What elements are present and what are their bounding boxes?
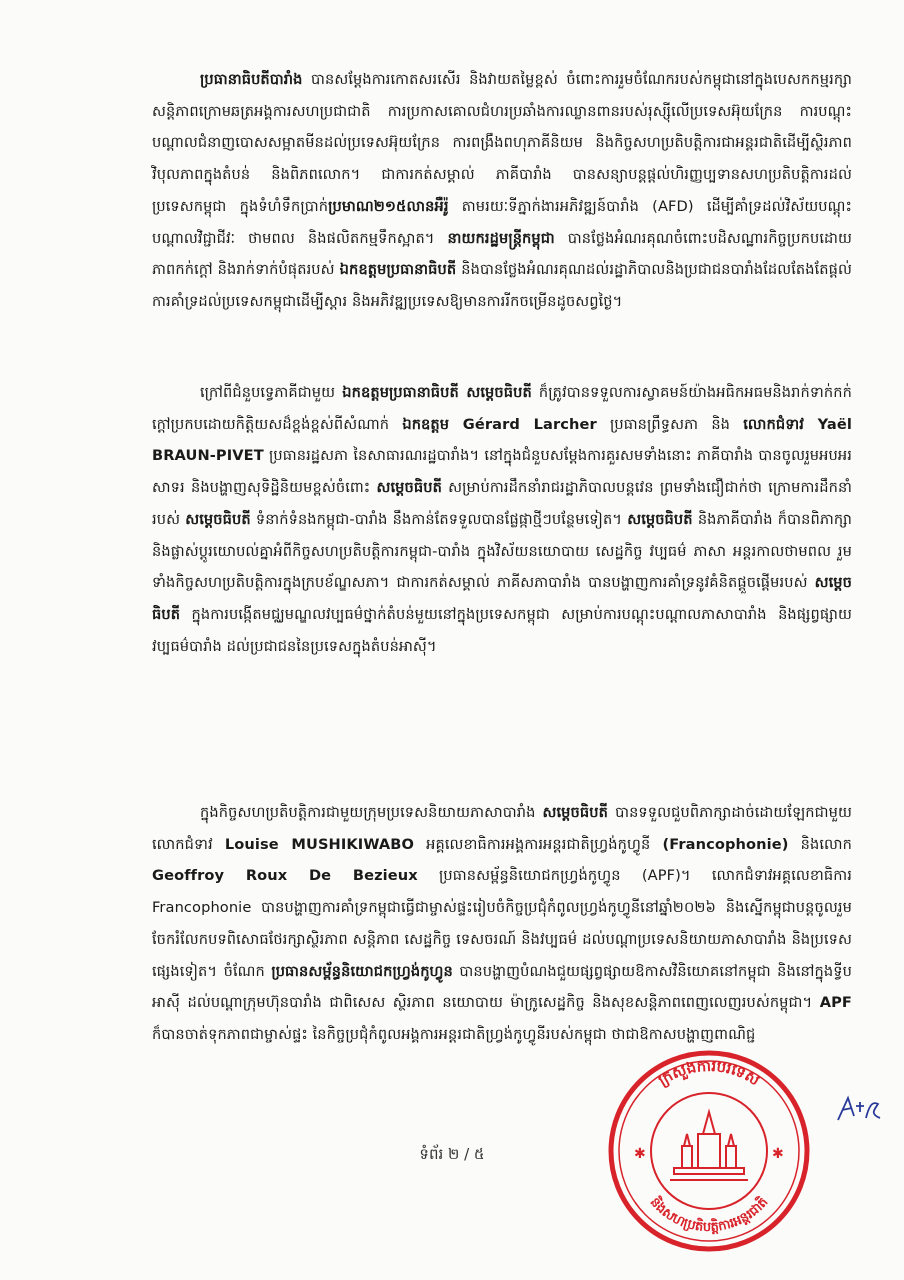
bold-text-segment: សម្តេចធិបតី — [185, 510, 251, 528]
bold-text-segment: សម្តេចធិបតី — [376, 479, 442, 497]
text-segment: ក៏បានចាត់ទុកភាពជាម្ចាស់ផ្ទះ នៃកិច្ចប្រជុំកំពូលអង្គការអន្តរជាតិហ្វ្រង់កូហ្វូនីរបស់កម្ពុជា ថាជាឱកាសបង្ហាញពាណិជ្ជ — [152, 1025, 756, 1043]
text-segment: និងបានថ្លែងអំណរគុណដល់រដ្ឋាភិបាលនិងប្រជាជនបារាំងដែលតែងតែផ្តល់ការគាំទ្រដល់ប្រទេសកម្ពុជាដើម្បីស្តារ និងអភិវឌ្ឍប្រទេសឱ្យមានការរីកចម្រើនដូចសព្វថ្ងៃ។ — [152, 261, 852, 310]
bold-text-segment: Louise MUSHIKIWABO — [224, 835, 415, 853]
bold-text-segment: ឯកឧត្តម Gérard Larcher — [402, 415, 597, 433]
text-segment: ទំនាក់ទំនងកម្ពុជា-បារាំង នឹងកាន់តែទទួលបានផ្លែផ្កាថ្មីៗបន្ថែមទៀត។ — [250, 510, 628, 528]
bold-text-segment: ឯកឧត្តមប្រធានាធិបតី សម្តេចធិបតី — [342, 384, 532, 401]
text-segment: សម្រាប់ការដឹកនាំរាជរដ្ឋាភិបាលបន្តវេន ព្រមទាំងជឿជាក់ថា ក្រោមការដឹកនាំរបស់ — [152, 479, 852, 528]
seal-top-text: ក្រសួងការបរទេស — [654, 1056, 764, 1090]
svg-text:✱: ✱ — [772, 1146, 784, 1162]
bold-text-segment: សម្តេចធិបតី — [542, 804, 608, 821]
handwritten-signature — [834, 1092, 884, 1126]
bold-text-segment: ប្រធានាធិបតីបារាំង — [200, 71, 303, 88]
text-segment: បានសម្តែងការកោតសរសើរ និងវាយតម្លៃខ្ពស់ ចំពោះការរួមចំណែករបស់កម្ពុជានៅក្នុងបេសកកម្មរក្សាសន្តិភាពក្រោមឆត្រអង្គការសហប្រជាជាតិ ការប្រកាសគោលជំហរប្រឆាំងការឈ្លានពានរបស់រុស្ស៊ីលើប្រទេសអ៊ុយក្រែន ការបណ្តុះបណ្តាលជំនាញបោសសម្អាតមីនដល់ប្រទេសអ៊ុយក្រែន ការពង្រឹងពហុភាគីនិយម និងកិច្ចសហប្រតិបត្តិការជាអន្តរជាតិដើម្បីស្ថិរភាព វិបុលភាពក្នុងតំបន់ និងពិភពលោក។ ជាការកត់សម្គាល់ ភាគីបារាំង បានសន្យាបន្តផ្តល់ហិរញ្ញប្បទានសហប្រតិបត្តិការដល់ប្រទេសកម្ពុជា ក្នុងទំហំទឹកប្រាក់ — [152, 71, 852, 215]
paragraph-1 — [152, 64, 852, 318]
bold-text-segment: លោកជំទាវ Yaël BRAUN-PIVET — [152, 415, 852, 465]
bold-text-segment: APF — [819, 994, 852, 1012]
bold-text-segment: ឯកឧត្តមប្រធានាធិបតី — [339, 261, 457, 279]
bold-text-segment: នាយករដ្ឋមន្ត្រីកម្ពុជា — [447, 229, 555, 247]
text-segment: និងភាគីបារាំង ក៏បានពិភាក្សា និងផ្លាស់ប្តូរយោបល់គ្នាអំពីកិច្ចសហប្រតិបត្តិការកម្ពុជា-បារាំង ក្នុងវិស័យនយោបាយ សេដ្ឋកិច្ច វប្បធម៌ ភាសា អន្តរកាលថាមពល រួមទាំងកិច្ចសហប្រតិបត្តិការក្នុងក្របខ័ណ្ឌសភា។ ជាការកត់សម្គាល់ ភាគីសភាបារាំង បានបង្ហាញការគាំទ្រនូវគំនិតផ្តួចផ្តើមរបស់ — [152, 510, 852, 592]
text-segment: បានថ្លែងអំណរគុណចំពោះបដិសណ្ឋារកិច្ចប្រកបដោយភាពកក់ក្តៅ និងរាក់ទាក់បំផុតរបស់ — [152, 229, 852, 279]
text-segment: និងលោក — [788, 835, 853, 853]
bold-text-segment: (Francophonie) — [662, 835, 789, 853]
text-segment: ក្នុងការបង្កើតមជ្ឈមណ្ឌលវប្បធម៌ថ្នាក់តំបន់មួយនៅក្នុងប្រទេសកម្ពុជា សម្រាប់ការបណ្តុះបណ្តាលភាសាបារាំង និងផ្សព្វផ្សាយវប្បធម៌បារាំង ដល់ប្រជាជននៃប្រទេសក្នុងតំបន់អាស៊ី។ — [152, 605, 852, 655]
paragraph-3 — [152, 797, 852, 1051]
text-segment: ប្រធានសម្ព័ន្ធនិយោជកហ្វ្រង់កូហ្វូន (APF)។ លោកជំទាវអគ្គលេខាធិការ — [417, 867, 852, 885]
text-segment: តាមរយៈទីភ្នាក់ងារអភិវឌ្ឍន៍បារាំង (AFD) ដើម្បីគាំទ្រដល់វិស័យបណ្តុះបណ្តាលវិជ្ជាជីវៈ ថាមពល និងផលិតកម្មទឹកស្អាត។ — [152, 197, 853, 247]
text-segment: បានបង្ហាញការគាំទ្រកម្ពុជាធ្វើជាម្ចាស់ផ្ទះរៀបចំកិច្ចប្រជុំកំពូលហ្វ្រង់កូហ្វូនីនៅឆ្នាំ២០២៦ និងស្នើកម្ពុជាបន្តចូលរួមចែករំលែកបទពិសោធថែរក្សាស្ថិរភាព សន្តិភាព សេដ្ឋកិច្ច ទេសចរណ៍ និងវប្បធម៌ ដល់បណ្តាប្រទេសនិយាយភាសាបារាំង និងប្រទេសផ្សេងទៀត។ ចំណែក — [152, 899, 852, 980]
bold-text-segment: ប្រមាណ២១៥លានអឺរ៉ូ — [328, 197, 449, 215]
bold-text-segment: សម្តេចធិបតី — [152, 574, 852, 623]
text-segment: ប្រធានព្រឹទ្ធសភា និង — [596, 415, 744, 433]
svg-text:និងសហប្រតិបត្តិការអន្តរជាតិ — [647, 1194, 772, 1235]
text-segment: អគ្គលេខាធិការអង្គការអន្តរជាតិហ្វ្រង់កូហ្វូនី — [414, 835, 663, 853]
text-segment: ក្នុងកិច្ចសហប្រតិបត្តិការជាមួយក្រុមប្រទេសនិយាយភាសាបារាំង — [200, 804, 543, 821]
paragraph-2 — [152, 377, 852, 662]
bold-text-segment: សម្តេចធិបតី — [627, 510, 693, 528]
bold-text-segment: Geoffroy Roux De Bezieux — [152, 867, 418, 885]
text-segment: ប្រធានរដ្ឋសភា នៃសាធារណរដ្ឋបារាំង។ នៅក្នុងជំនួបសម្តែងការគួរសមទាំងនោះ ភាគីបារាំង បានចូលរួមអបអរសាទរ និងបង្ហាញសុទិដ្ឋិនិយមខ្ពស់ចំពោះ — [152, 447, 852, 497]
seal-bottom-text: និងសហប្រតិបត្តិការអន្តរជាតិ — [646, 1194, 772, 1236]
svg-text:✱: ✱ — [634, 1146, 646, 1162]
text-segment: បានបង្ហាញបំណងជួយផ្សព្វផ្សាយឱកាសវិនិយោគនៅកម្ពុជា និងនៅក្នុងទ្វីបអាស៊ី ដល់បណ្តាក្រុមហ៊ុនបារាំង ជាពិសេស ស្ថិរភាព នយោបាយ ម៉ាក្រូសេដ្ឋកិច្ច និងសុខសន្តិភាពពេញលេញរបស់កម្ពុជា។ — [152, 962, 852, 1012]
text-segment: ក៏ត្រូវបានទទួលការស្វាគមន៍យ៉ាងអធិកអធមនិងរាក់ទាក់កក់ក្តៅប្រកបដោយកិត្តិយសដ៏ខ្ពង់ខ្ពស់ពីសំណាក់ — [152, 384, 852, 433]
text-segment: Francophonie — [152, 899, 252, 917]
text-segment: បានទទួលជួបពិភាក្សាដាច់ដោយឡែកជាមួយ លោកជំទាវ — [152, 804, 852, 853]
page-number: ទំព័រ ២ / ៥ — [419, 1145, 485, 1163]
bold-text-segment: ប្រធានសម្ព័ន្ធនិយោជកហ្វ្រង់កូហ្វូន — [271, 962, 453, 980]
text-segment: ក្រៅពីជំនួបទ្វេភាគីជាមួយ — [200, 384, 343, 401]
